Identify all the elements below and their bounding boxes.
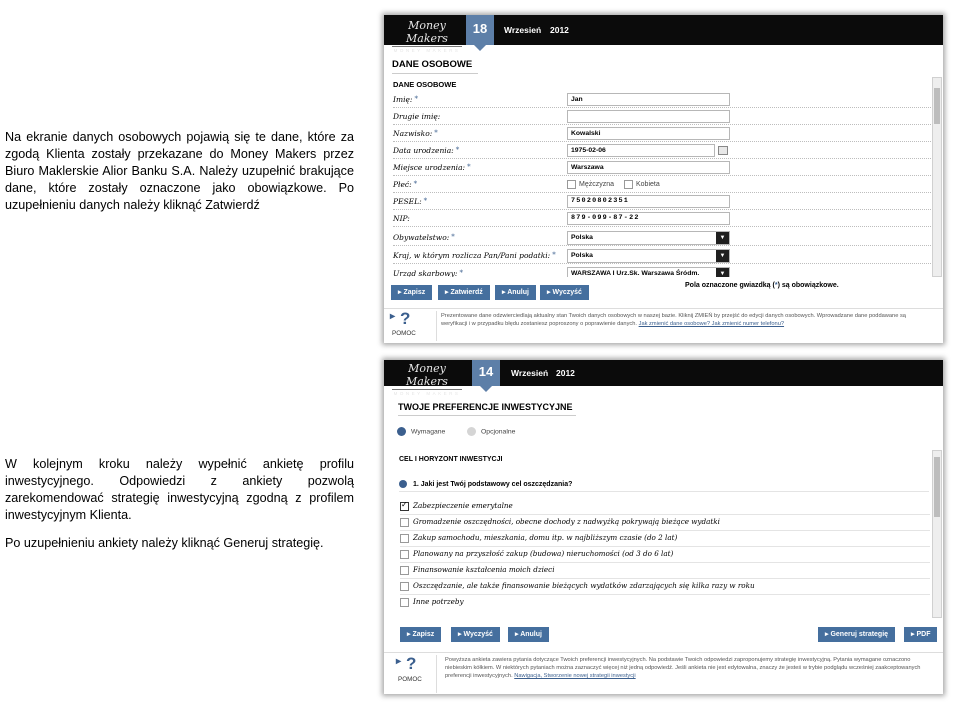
page-title: TWOJE PREFERENCJE INWESTYCYJNE bbox=[398, 402, 576, 416]
help-divider bbox=[384, 652, 943, 653]
calendar-year: 2012 bbox=[550, 25, 569, 35]
field-tax-office: Urząd skarbowy: * WARSZAWA I Urz.Sk. Warszawa Śródm. ▼ bbox=[393, 265, 933, 277]
answer-checkbox[interactable] bbox=[400, 534, 409, 543]
field-nip: NIP: 879-099-87-22 bbox=[393, 210, 933, 227]
field-birth-place: Miejsce urodzenia: * Warszawa bbox=[393, 159, 933, 176]
tab-personal-data[interactable]: DANE OSOBOWE bbox=[392, 59, 478, 74]
cancel-button[interactable]: ▸ Anuluj bbox=[508, 627, 549, 642]
help-panel: Powyższa ankieta zawiera pytania dotyczące Twoich preferencji inwestycyjnych. Na podstawie Twoich odpowiedzi zaproponujemy strategię inwestycyjną. Pytania wymagane oznaczono niebieskim kółkiem. W niektórych pytaniach można zaznaczyć więcej niż jedną odpowiedź. Jeśli ankieta nie jest edytowalna, znaczy że jesteś w trybie podglądu wcześniej zaakceptowanych preferencji inwestycyjnych. Nawigacja, Stworzenie nowej strategii inwestycji bbox=[436, 655, 937, 693]
answer-checkbox[interactable] bbox=[400, 598, 409, 607]
required-dot-icon bbox=[397, 427, 406, 436]
gender-female-checkbox[interactable] bbox=[624, 180, 633, 189]
birth-date-input[interactable]: 1975-02-06 bbox=[567, 144, 715, 157]
field-last-name: Nazwisko: * Kowalski bbox=[393, 125, 933, 142]
answer-option[interactable]: Zakup samochodu, mieszkania, domu itp. w najbliższym czasie (do 2 lat) bbox=[400, 530, 930, 547]
question-1: 1. Jaki jest Twój podstawowy cel oszczędzania? bbox=[399, 479, 929, 492]
field-pesel: PESEL: * 75020802351 bbox=[393, 193, 933, 210]
legend-optional: Opcjonalne bbox=[467, 427, 515, 437]
save-button[interactable]: ▸ Zapisz bbox=[391, 285, 432, 300]
calendar-day: 14 bbox=[472, 360, 500, 386]
pesel-input[interactable]: 75020802351 bbox=[567, 195, 730, 208]
field-birth-date: Data urodzenia: * 1975-02-06 bbox=[393, 142, 933, 159]
tax-office-select[interactable]: WARSZAWA I Urz.Sk. Warszawa Śródm. ▼ bbox=[567, 267, 730, 277]
first-name-input[interactable]: Jan bbox=[567, 93, 730, 106]
clear-button[interactable]: ▸ Wyczyść bbox=[451, 627, 500, 642]
top-bar bbox=[384, 15, 943, 53]
nip-input[interactable]: 879-099-87-22 bbox=[567, 212, 730, 225]
answer-checkbox[interactable] bbox=[400, 550, 409, 559]
pdf-button[interactable]: ▸ PDF bbox=[904, 627, 937, 642]
gender-male-option[interactable]: Mężczyzna bbox=[567, 176, 614, 193]
confirm-button[interactable]: ▸ Zatwierdź bbox=[438, 285, 490, 300]
answer-checkbox[interactable] bbox=[400, 566, 409, 575]
chevron-down-icon[interactable]: ▼ bbox=[716, 250, 729, 262]
calendar-day: 18 bbox=[466, 15, 494, 45]
calendar-year: 2012 bbox=[556, 368, 575, 378]
help-panel: Prezentowane dane odzwierciedlają aktualny stan Twoich danych osobowych w naszej bazie. Kliknij ZMIEŃ by przejść do edycji danych osobowych. Wprowadzane dane poddawane są weryfikacji i w przypadku błędu zostaniesz poproszony o poprawienie danych. Jak zmienić dane osobowe? Jak zmienić numer telefonu? bbox=[436, 311, 937, 341]
gender-male-checkbox[interactable] bbox=[567, 180, 576, 189]
answer-option[interactable]: Gromadzenie oszczędności, obecne dochody z nadwyżką pokrywają bieżące wydatki bbox=[400, 514, 930, 531]
field-citizenship: Obywatelstwo: * Polska ▼ bbox=[393, 229, 933, 246]
intro-paragraph-3: Po uzupełnieniu ankiety należy kliknąć Generuj strategię. bbox=[5, 536, 324, 550]
required-dot-icon bbox=[399, 480, 407, 488]
field-gender: Płeć: * Mężczyzna Kobieta bbox=[393, 176, 933, 193]
field-middle-name: Drugie imię: bbox=[393, 108, 933, 125]
calendar-month: Wrzesień bbox=[511, 368, 549, 378]
help-divider bbox=[384, 308, 943, 309]
answer-option[interactable]: Finansowanie kształcenia moich dzieci bbox=[400, 562, 930, 579]
form-scrollbar[interactable] bbox=[932, 77, 942, 277]
gender-female-option[interactable]: Kobieta bbox=[624, 176, 660, 193]
generate-strategy-button[interactable]: ▸ Generuj strategię bbox=[818, 627, 895, 642]
answer-checkbox[interactable] bbox=[400, 582, 409, 591]
help-icon[interactable]: ▸ ? POMOC bbox=[396, 654, 422, 683]
field-tax-country: Kraj, w którym rozlicza Pan/Pani podatki: * Polska ▼ bbox=[393, 247, 933, 264]
answer-checkbox[interactable] bbox=[400, 518, 409, 527]
top-bar bbox=[384, 360, 943, 396]
answer-option[interactable]: Oszczędzanie, ale także finansowanie bieżących wydatków zdarzających się kilka razy w roku bbox=[400, 578, 930, 595]
clear-button[interactable]: ▸ Wyczyść bbox=[540, 285, 589, 300]
survey-scrollbar[interactable] bbox=[932, 450, 942, 618]
answer-option[interactable]: Inne potrzeby bbox=[400, 594, 930, 610]
calendar-month: Wrzesień bbox=[504, 25, 542, 35]
required-note: Pola oznaczone gwiazdką (*) są obowiązkowe. bbox=[685, 282, 839, 289]
optional-dot-icon bbox=[467, 427, 476, 436]
brand-logo[interactable]: Money Makers MONEY MAKERS bbox=[393, 362, 461, 396]
answer-option[interactable]: Planowany na przyszłość zakup (budowa) nieruchomości (od 3 do 6 lat) bbox=[400, 546, 930, 563]
survey-area bbox=[384, 448, 933, 620]
calendar-icon[interactable] bbox=[718, 146, 728, 155]
last-name-input[interactable]: Kowalski bbox=[567, 127, 730, 140]
section-title: DANE OSOBOWE bbox=[393, 80, 457, 89]
chevron-down-icon[interactable]: ▼ bbox=[716, 232, 729, 244]
help-icon[interactable]: ▸ ? POMOC bbox=[390, 309, 416, 337]
answer-option[interactable]: ✓ Zabezpieczenie emerytalne bbox=[400, 498, 930, 515]
personal-form bbox=[384, 91, 933, 277]
chevron-down-icon[interactable]: ▼ bbox=[716, 268, 729, 277]
middle-name-input[interactable] bbox=[567, 110, 730, 123]
cancel-button[interactable]: ▸ Anuluj bbox=[495, 285, 536, 300]
save-button[interactable]: ▸ Zapisz bbox=[400, 627, 441, 642]
personal-data-screenshot bbox=[384, 15, 943, 343]
investment-preferences-screenshot bbox=[384, 360, 943, 694]
help-link-navigation[interactable]: Nawigacja, Stworzenie nowej strategii inwestycji bbox=[514, 673, 636, 679]
section-title: CEL I HORYZONT INWESTYCJI bbox=[399, 456, 503, 463]
field-first-name: Imię: * Jan bbox=[393, 91, 933, 108]
legend-required: Wymagane bbox=[397, 427, 445, 437]
answer-checkbox[interactable]: ✓ bbox=[401, 500, 408, 509]
help-link-change-data[interactable]: Jak zmienić dane osobowe? Jak zmienić numer telefonu? bbox=[638, 321, 785, 327]
tax-country-select[interactable]: Polska ▼ bbox=[567, 249, 730, 263]
citizenship-select[interactable]: Polska ▼ bbox=[567, 231, 730, 245]
brand-logo[interactable]: Money Makers MONEY MAKERS bbox=[393, 19, 461, 53]
birth-place-input[interactable]: Warszawa bbox=[567, 161, 730, 174]
intro-paragraph-2: W kolejnym kroku należy wypełnić ankietę profilu inwestycyjnego. Odpowiedzi z ankiety pozwolą zarekomendować strategię inwestycyjną zgodną z profilem inwestycyjnym Klienta. bbox=[5, 457, 354, 522]
intro-paragraph-1: Na ekranie danych osobowych pojawią się te dane, które za zgodą Klienta zostały przekazane do Money Makers przez Biuro Maklerskie Alior Banku S.A. Należy uzupełnić brakujące dane, które zostały oznaczone jako obowiązkowe. Po uzupełnieniu danych należy kliknąć Zatwierdź bbox=[5, 130, 354, 212]
